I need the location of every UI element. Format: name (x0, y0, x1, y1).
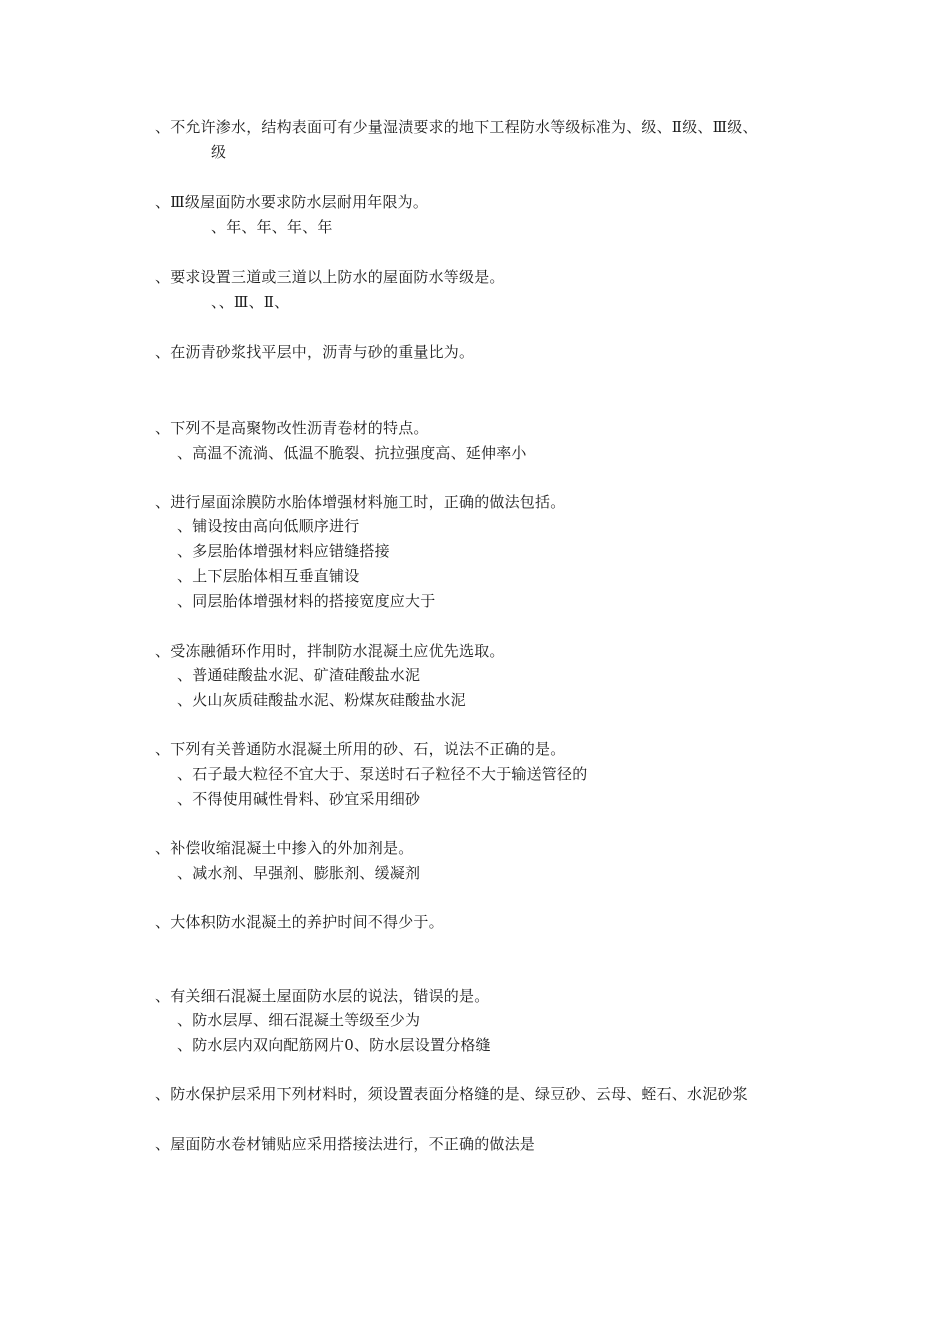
question-option: 、防水层厚、细石混凝土等级至少为 (177, 1011, 421, 1029)
question-stem: 、要求设置三道或三道以上防水的屋面防水等级是。 (155, 268, 505, 286)
question-option: 、高温不流淌、低温不脆裂、抗拉强度高、延伸率小 (177, 444, 527, 462)
question-stem: 、补偿收缩混凝土中掺入的外加剂是。 (155, 839, 414, 857)
question-option: 、同层胎体增强材料的搭接宽度应大于 (177, 592, 436, 610)
question-option: 、上下层胎体相互垂直铺设 (177, 567, 360, 585)
question-option: 、火山灰质硅酸盐水泥、粉煤灰硅酸盐水泥 (177, 691, 466, 709)
question-stem: 、大体积防水混凝土的养护时间不得少于。 (155, 913, 444, 931)
question-option: 、普通硅酸盐水泥、矿渣硅酸盐水泥 (177, 666, 421, 684)
question-stem: 、有关细石混凝土屋面防水层的说法，错误的是。 (155, 987, 490, 1005)
question-stem: 、屋面防水卷材铺贴应采用搭接法进行，不正确的做法是 (155, 1135, 536, 1153)
question-stem: 、不允许渗水，结构表面可有少量湿渍要求的地下工程防水等级标准为、级、Ⅱ级、Ⅲ级、 (155, 118, 758, 136)
question-stem: 、下列有关普通防水混凝土所用的砂、石，说法不正确的是。 (155, 740, 566, 758)
question-option: 、多层胎体增强材料应错缝搭接 (177, 542, 390, 560)
question-option: 、不得使用碱性骨料、砂宜采用细砂 (177, 790, 421, 808)
question-stem: 、受冻融循环作用时，拌制防水混凝土应优先选取。 (155, 642, 505, 660)
question-stem: 、进行屋面涂膜防水胎体增强材料施工时，正确的做法包括。 (155, 493, 566, 511)
question-stem: 、下列不是高聚物改性沥青卷材的特点。 (155, 419, 429, 437)
question-stem: 、在沥青砂浆找平层中，沥青与砂的重量比为。 (155, 343, 475, 361)
question-option: 、石子最大粒径不宜大于、泵送时石子粒径不大于输送管径的 (177, 765, 588, 783)
question-option: 、年、年、年、年 (211, 218, 333, 236)
question-option: 、、Ⅲ、Ⅱ、 (211, 293, 290, 311)
question-stem: 、防水保护层采用下列材料时，须设置表面分格缝的是、绿豆砂、云母、蛭石、水泥砂浆 (155, 1085, 748, 1103)
question-stem-continuation: 级 (211, 143, 227, 161)
question-option: 、减水剂、早强剂、膨胀剂、缓凝剂 (177, 864, 421, 882)
question-stem: 、Ⅲ级屋面防水要求防水层耐用年限为。 (155, 193, 429, 211)
question-option: 、铺设按由高向低顺序进行 (177, 517, 360, 535)
question-option: 、防水层内双向配筋网片0、防水层设置分格缝 (177, 1036, 491, 1054)
